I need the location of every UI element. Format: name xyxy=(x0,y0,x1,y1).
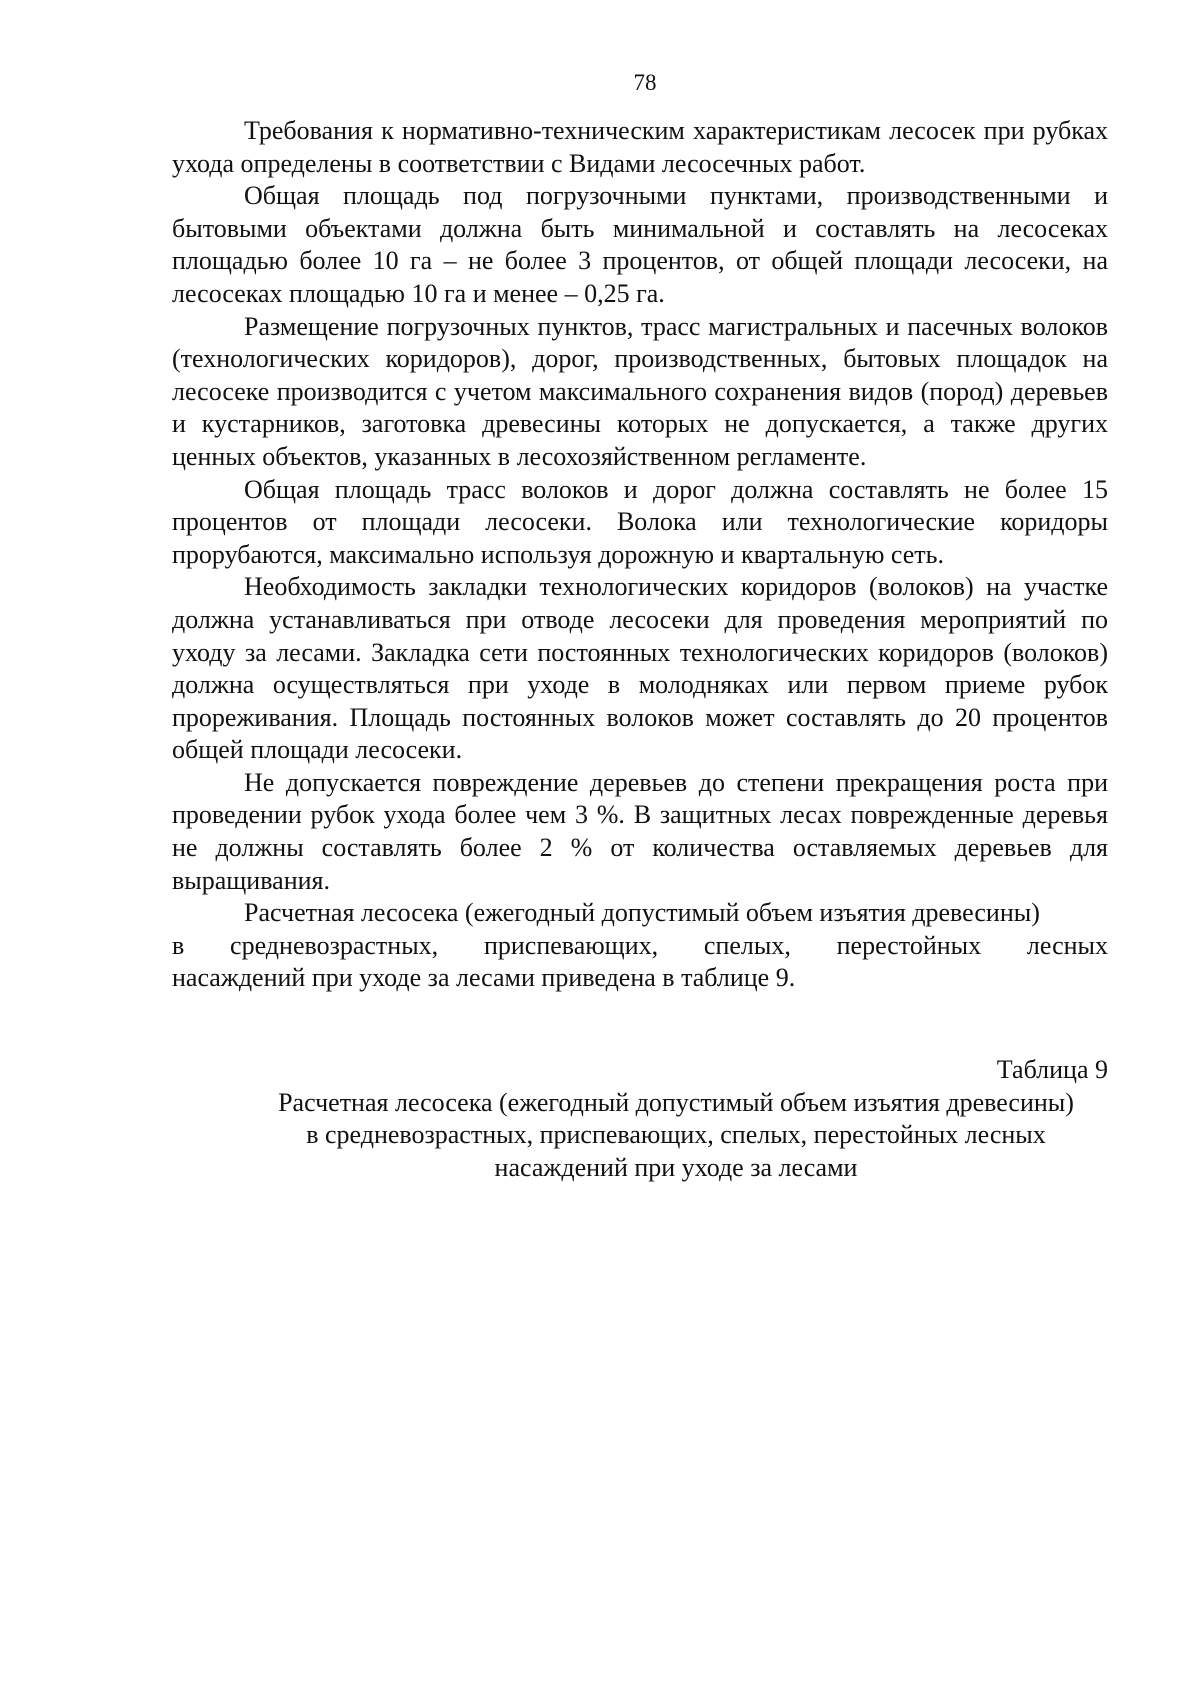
paragraph-skid-trails-area: Общая площадь трасс волоков и дорог должна составлять не более 15 процентов от площади лесосеки. Волока или технологические коридоры прорубаются, максимально используя дорожную и квартальную сеть. xyxy=(172,474,1108,569)
paragraph-tree-damage: Не допускается повреждение деревьев до степени прекращения роста при проведении рубок ухода более чем 3 %. В защитных лесах поврежденные деревья не должны составлять более 2 % от количества оставляемых деревьев для выращивания. xyxy=(172,767,1108,895)
table-title-line-1: Расчетная лесосека (ежегодный допустимый объем изъятия древесины) xyxy=(278,1087,1074,1117)
paragraph-placement: Размещение погрузочных пунктов, трасс магистральных и пасечных волоков (технологических коридоров), дорог, производственных, бытовых площадок на лесосеке производится с учетом максимального сохранения видов (пород) деревьев и кустарников, заготовка древесины которых не допускается, а также других ценных объектов, указанных в лесохозяйственном регламенте. xyxy=(172,311,1108,471)
paragraph-technological-corridors: Необходимость закладки технологических коридоров (волоков) на участке должна устанавливаться при отводе лесосеки для проведения мероприятий по уходу за лесами. Закладка сети постоянных технологических коридоров (волоков) должна осуществляться при уходе в молодняках или первом приеме рубок прореживания. Площадь постоянных волоков может составлять до 20 процентов общей площади лесосеки. xyxy=(172,572,1108,765)
table-label: Таблица 9 xyxy=(996,1055,1108,1084)
table-title-line-2: в средневозрастных, приспевающих, спелых, перестойных лесных xyxy=(306,1120,1046,1150)
paragraph-loading-points-area: Общая площадь под погрузочными пунктами, производственными и бытовыми объектами должна быть минимальной и составлять на лесосеках площадью более 10 га – не более 3 процентов, от общей площади лесосеки, на лесосеках площадью 10 га и менее – 0,25 га. xyxy=(172,181,1108,308)
page-number: 78 xyxy=(633,70,657,95)
paragraph-allowable-cut-line-3: насаждений при уходе за лесами приведена в таблице 9. xyxy=(172,963,796,993)
document-body xyxy=(172,115,1108,995)
table-title-line-3: насаждений при уходе за лесами xyxy=(494,1152,858,1182)
table-caption xyxy=(172,1054,1108,1184)
paragraph-requirements: Требования к нормативно-техническим характеристикам лесосек при рубках ухода определены в соответствии с Видами лесосечных работ. xyxy=(172,116,1108,178)
paragraph-allowable-cut-line-1: Расчетная лесосека (ежегодный допустимый объем изъятия древесины) xyxy=(244,898,1040,928)
paragraph-allowable-cut-line-2: в средневозрастных, приспевающих, спелых, перестойных лесных xyxy=(172,930,1108,960)
